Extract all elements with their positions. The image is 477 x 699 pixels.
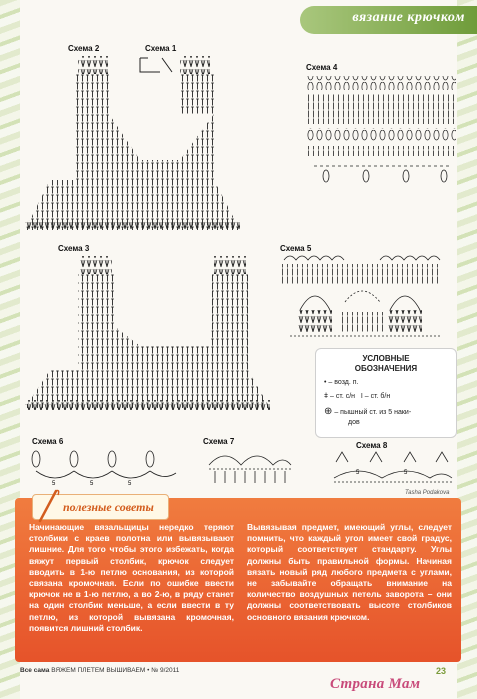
tips-header xyxy=(32,494,169,520)
tips-title: полезные советы xyxy=(63,500,154,514)
section-header xyxy=(300,6,477,34)
scheme-2-diagram xyxy=(20,50,265,235)
scheme-8-label: Схема 8 xyxy=(356,441,388,450)
scheme-7-label: Схема 7 xyxy=(203,437,235,446)
scheme-5-diagram xyxy=(280,252,445,344)
double-crochet-icon: ǂ xyxy=(324,393,329,400)
scheme-6-count-a: 5 xyxy=(52,481,56,487)
tip-text-left: Начинающие вязальщицы нередко теряют столбики с краев полотна или вывязывают лишние. Для того чтобы этого избежать, когда вяжут первый столбик, крючок следует вводить в 1-ю петлю основания, из которой связана кромочная. Если по ошибке ввести крючок не в 1-ю петлю, а во 2-ю, в ряду станет на один столбик меньше, а если ввести в ту петлю, из которой вывязана кромочная, появится лишний столбик. xyxy=(29,522,234,633)
legend-double-crochet xyxy=(324,392,390,401)
scheme-8-diagram xyxy=(330,450,455,488)
puff-stitch-icon: ⊕ xyxy=(324,406,333,417)
scheme-6-label: Схема 6 xyxy=(32,437,64,446)
scheme-4-label: Схема 4 xyxy=(306,63,338,72)
legend-title xyxy=(316,354,456,374)
page-number: 23 xyxy=(436,666,447,676)
scheme-8-count-a: 5 xyxy=(356,470,360,476)
scheme-2-label: Схема 2 xyxy=(68,44,100,53)
designer-credit: Tasha Podakova xyxy=(405,490,450,496)
crochet-hook-icon xyxy=(36,487,62,523)
legend-title-line2: ОБОЗНАЧЕНИЯ xyxy=(354,364,418,373)
scheme-3-label: Схема 3 xyxy=(58,244,90,253)
footer-issue-number: № 9/2011 xyxy=(151,667,180,674)
scheme-6-count-c: 5 xyxy=(128,481,132,487)
scheme-8-count-b: 5 xyxy=(404,470,408,476)
scheme-6-diagram xyxy=(22,445,182,489)
footer-brand: Все сама xyxy=(20,667,50,674)
single-crochet-icon: I xyxy=(360,393,363,400)
footer-magazine: ВЯЖЕМ ПЛЕТЕМ ВЫШИВАЕМ xyxy=(51,667,146,674)
legend-title-line1: УСЛОВНЫЕ xyxy=(362,354,410,363)
scheme-5-label: Схема 5 xyxy=(280,244,312,253)
legend-double-crochet-text: – ст. с/н xyxy=(330,393,356,400)
scheme-4-diagram xyxy=(306,70,456,190)
tips-box xyxy=(15,498,461,662)
legend-chain-stitch: • – возд. п. xyxy=(324,379,359,386)
legend-single-crochet-text: – ст. б/н xyxy=(364,393,391,400)
scheme-3-diagram xyxy=(20,250,270,418)
scheme-1-label: Схема 1 xyxy=(145,44,177,53)
site-watermark: Страна Мам xyxy=(330,676,421,692)
legend-puff-stitch xyxy=(324,407,411,417)
tip-text-right: Вывязывая предмет, имеющий углы, следует помнить, что каждый угол имеет свой градус, который соответствует стандарту. Углы должны быть правильной формы. Начиная вязать новый ряд любого предмета с углами, не забывайте обращать внимание на количество воздушных петель заворота – они должны соответствовать высоте столбиков основного вязания крючком. xyxy=(247,522,452,622)
legend-puff-stitch-text: – пышный ст. из 5 наки- xyxy=(334,409,412,416)
footer-issue: Все сама ВЯЖЕМ ПЛЕТЕМ ВЫШИВАЕМ • № 9/2011 xyxy=(20,667,180,674)
legend-puff-stitch-cont: дов xyxy=(348,419,360,426)
legend-box xyxy=(315,348,457,438)
section-title: вязание крючком xyxy=(352,10,465,25)
scheme-6-count-b: 5 xyxy=(90,481,94,487)
scheme-7-diagram xyxy=(205,445,295,487)
